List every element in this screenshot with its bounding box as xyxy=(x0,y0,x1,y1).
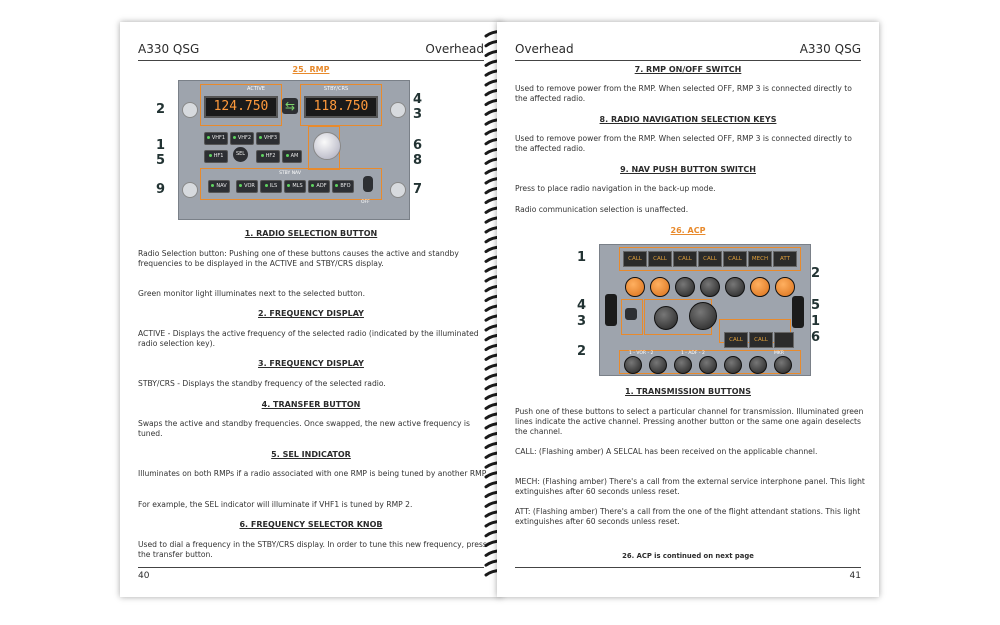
interphone-switch[interactable] xyxy=(605,294,617,326)
screw xyxy=(182,102,198,118)
callout-5: 5 xyxy=(811,298,821,313)
acp-section-title: 26. ACP xyxy=(670,226,706,235)
callout-1: 1 xyxy=(577,250,587,265)
sel-indicator: SEL xyxy=(233,147,248,162)
heading-frequency-display-1: 2. FREQUENCY DISPLAY xyxy=(258,309,364,318)
nav-button[interactable]: NAV xyxy=(208,180,230,193)
vor-button[interactable]: VOR xyxy=(236,180,258,193)
callout-1b: 1 xyxy=(811,314,821,329)
vor-label: 1 - VOR - 2 xyxy=(629,351,654,356)
callout-3: 3 xyxy=(413,107,423,122)
heading-radio-nav-keys: 8. RADIO NAVIGATION SELECTION KEYS xyxy=(599,115,777,124)
volume-knob[interactable] xyxy=(750,277,770,297)
callout-6: 6 xyxy=(413,138,423,153)
rmp-figure xyxy=(156,80,423,220)
volume-knob[interactable] xyxy=(725,277,745,297)
continued-note: 26. ACP is continued on next page xyxy=(622,552,754,560)
ils-button[interactable]: ILS xyxy=(260,180,282,193)
left-page xyxy=(120,22,502,597)
callout-2b: 2 xyxy=(577,344,587,359)
screw xyxy=(182,182,198,198)
para-rmp-on-off: Used to remove power from the RMP. When selected OFF, RMP 3 is connected directly to the affected radio. xyxy=(515,84,852,103)
frequency-selector-knob[interactable] xyxy=(313,132,341,160)
rad-switch[interactable] xyxy=(625,308,637,320)
vhf2-button[interactable]: VHF2 xyxy=(230,132,254,145)
para-nav-push-2: Radio communication selection is unaffected. xyxy=(515,205,689,214)
nav-volume-knob[interactable] xyxy=(624,356,642,374)
para-radio-selection: Radio Selection button: Pushing one of these buttons causes the active and standby frequencies to be displayed in the ACTIVE and STBY/CRS display. xyxy=(138,249,459,268)
adf-label: 1 - ADF - 2 xyxy=(681,351,705,356)
callout-7: 7 xyxy=(413,182,423,197)
para-frequency-selector: Used to dial a frequency in the STBY/CRS display. In order to tune this new frequency, press the transfer button. xyxy=(138,540,487,559)
para-transfer: Swaps the active and standby frequencies. Once swapped, the new active frequency is tuned. xyxy=(138,419,470,438)
para-att: ATT: (Flashing amber) There's a call from the one of the flight attendant stations. This light extinguishes after 60 seconds unless reset. xyxy=(515,507,861,526)
hf1-button[interactable]: HF1 xyxy=(204,150,228,163)
transfer-button[interactable]: ⇆ xyxy=(282,98,298,114)
para-transmission: Push one of these buttons to select a particular channel for transmission. Illuminated green lines indicate the active channel. Pressing another button or the same one again deselects the channel. xyxy=(515,407,864,436)
blank-button xyxy=(774,332,794,348)
call-button-1[interactable]: CALL xyxy=(623,251,647,267)
heading-frequency-display-2: 3. FREQUENCY DISPLAY xyxy=(258,359,364,368)
bfo-button[interactable]: BFO xyxy=(332,180,354,193)
right-page xyxy=(497,22,879,597)
heading-sel-indicator: 5. SEL INDICATOR xyxy=(271,450,351,459)
call-button-4[interactable]: CALL xyxy=(698,251,722,267)
callout-4: 4 xyxy=(413,92,423,107)
acp-figure xyxy=(577,244,821,376)
para-green-light: Green monitor light illuminates next to the selected button. xyxy=(138,289,365,298)
active-frequency-display: 124.750 xyxy=(204,96,278,118)
para-nav-push-1: Press to place radio navigation in the back-up mode. xyxy=(515,184,716,193)
vhf1-button[interactable]: VHF1 xyxy=(204,132,228,145)
call-button-5[interactable]: CALL xyxy=(723,251,747,267)
att-button[interactable]: ATT xyxy=(773,251,797,267)
callout-8: 8 xyxy=(413,153,423,168)
mls-button[interactable]: MLS xyxy=(284,180,306,193)
callout-4: 4 xyxy=(577,298,587,313)
volume-knob[interactable] xyxy=(625,277,645,297)
nav-volume-knob[interactable] xyxy=(774,356,792,374)
mech-button[interactable]: MECH xyxy=(748,251,772,267)
para-sel-2: For example, the SEL indicator will illuminate if VHF1 is tuned by RMP 2. xyxy=(138,500,413,509)
active-label: ACTIVE xyxy=(247,86,265,92)
vhf3-button[interactable]: VHF3 xyxy=(256,132,280,145)
call-button-mid-1[interactable]: CALL xyxy=(724,332,748,348)
stby-nav-label: STBY NAV xyxy=(279,171,301,176)
right-page-number: 41 xyxy=(849,571,861,581)
para-active: ACTIVE - Displays the active frequency of the selected radio (indicated by the illuminated radio selection key). xyxy=(138,329,479,348)
heading-nav-push-button: 9. NAV PUSH BUTTON SWITCH xyxy=(620,165,756,174)
nav-volume-knob[interactable] xyxy=(649,356,667,374)
volume-knob[interactable] xyxy=(675,277,695,297)
call-button-mid-2[interactable]: CALL xyxy=(749,332,773,348)
stby-label: STBY/CRS xyxy=(323,86,349,92)
right-header xyxy=(515,40,861,61)
callout-5: 5 xyxy=(156,153,166,168)
left-page-number: 40 xyxy=(138,571,150,581)
hf2-button[interactable]: HF2 xyxy=(256,150,280,163)
screw xyxy=(390,182,406,198)
right-header-section: Overhead xyxy=(515,42,574,56)
para-stby: STBY/CRS - Displays the standby frequency of the selected radio. xyxy=(138,379,386,388)
call-button-3[interactable]: CALL xyxy=(673,251,697,267)
nav-volume-knob[interactable] xyxy=(699,356,717,374)
heading-rmp-on-off: 7. RMP ON/OFF SWITCH xyxy=(634,65,742,74)
para-radio-nav-keys: Used to remove power from the RMP. When selected OFF, RMP 3 is connected directly to the affected radio. xyxy=(515,134,852,153)
left-header xyxy=(138,40,484,61)
heading-frequency-selector: 6. FREQUENCY SELECTOR KNOB xyxy=(239,520,383,529)
am-button[interactable]: AM xyxy=(282,150,302,163)
para-sel-1: Illuminates on both RMPs if a radio associated with one RMP is being tuned by another RMP. xyxy=(138,469,488,478)
off-label: OFF xyxy=(361,200,370,205)
left-footer xyxy=(138,567,484,581)
callout-1: 1 xyxy=(156,138,166,153)
callout-2: 2 xyxy=(156,102,166,117)
left-header-section: Overhead xyxy=(425,42,484,56)
on-off-switch[interactable] xyxy=(363,176,373,192)
pa-knob[interactable] xyxy=(654,306,678,330)
heading-transfer-button: 4. TRANSFER BUTTON xyxy=(261,400,361,409)
left-header-title: A330 QSG xyxy=(138,42,200,56)
call-button-2[interactable]: CALL xyxy=(648,251,672,267)
nav-volume-knob[interactable] xyxy=(724,356,742,374)
callout-6: 6 xyxy=(811,330,821,345)
right-header-title: A330 QSG xyxy=(799,42,861,56)
para-call: CALL: (Flashing amber) A SELCAL has been received on the applicable channel. xyxy=(515,447,818,456)
volume-knob[interactable] xyxy=(775,277,795,297)
callout-3: 3 xyxy=(577,314,587,329)
nav-volume-knob[interactable] xyxy=(674,356,692,374)
volume-knob[interactable] xyxy=(700,277,720,297)
voice-knob[interactable] xyxy=(689,302,717,330)
heading-transmission-buttons: 1. TRANSMISSION BUTTONS xyxy=(625,387,751,396)
heading-radio-selection: 1. RADIO SELECTION BUTTON xyxy=(244,229,378,238)
stby-frequency-display: 118.750 xyxy=(304,96,378,118)
adf-button[interactable]: ADF xyxy=(308,180,330,193)
mkr-label: MKR xyxy=(774,351,784,356)
screw xyxy=(390,102,406,118)
para-mech: MECH: (Flashing amber) There's a call from the external service interphone panel. This light extinguishes after 60 seconds unless reset. xyxy=(515,477,865,496)
reset-switch[interactable] xyxy=(792,296,804,328)
volume-knob[interactable] xyxy=(650,277,670,297)
rmp-section-title: 25. RMP xyxy=(292,65,330,74)
right-footer xyxy=(515,567,861,581)
callout-9: 9 xyxy=(156,182,166,197)
callout-2: 2 xyxy=(811,266,821,281)
nav-volume-knob[interactable] xyxy=(749,356,767,374)
